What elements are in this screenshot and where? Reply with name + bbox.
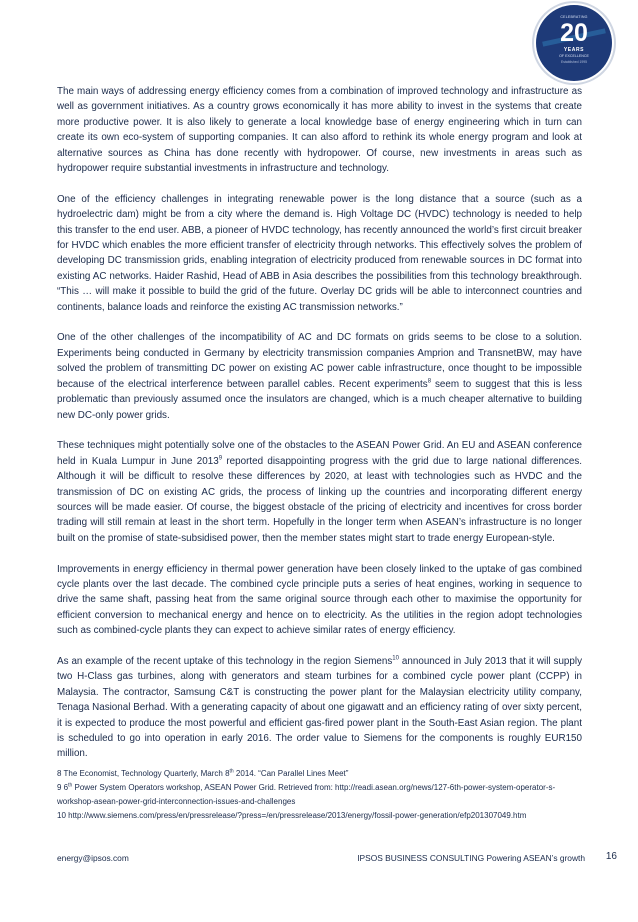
footnote-ref-10[interactable]: 10 <box>392 655 399 662</box>
footer-brand: IPSOS BUSINESS CONSULTING Powering ASEAN’s growth <box>357 853 585 863</box>
footnote-9[interactable]: 9 6th Power System Operators workshop, ASEAN Power Grid. Retrieved from: http://readi.asean.org/news/127-6th-power-system-operator-s-workshop-asean-power-grid-interconnection-issues-and-challenges <box>57 782 556 806</box>
footnotes <box>57 767 582 823</box>
badge-ring-text: CELEBRATING <box>560 15 588 19</box>
footnote-8: 8 The Economist, Technology Quarterly, March 8th 2014. “Can Parallel Lines Meet” <box>57 768 349 778</box>
body-text <box>57 84 582 777</box>
badge-established: Established 1995 <box>560 60 587 64</box>
footnote-ref-9[interactable]: 9 <box>218 455 223 462</box>
footnote-ref-8[interactable]: 8 <box>427 378 432 385</box>
paragraph-6: As an example of the recent uptake of this technology in the region Siemens$^{10}$ announced in July 2013 that it will supply two H-Class gas turbines, along with generators and steam turbines for a combined cycle power plant (CCPP) in Malaysia. The contractor, Samsung C&T is constructing the power plant for the Malaysian electricity utility company, Tenaga Nasional Berhad. With a generating capacity of about one gigawatt and an efficiency rating of over sixty percent, it is expected to produce the most powerful and efficient gas-fired power plant in the South-East Asian region. The plant is scheduled to go into operation in early 2016. The order value to Siemens for the components is roughly EUR150 million. <box>57 655 582 760</box>
paragraph-1: The main ways of addressing energy efficiency comes from a combination of improved technology and infrastructure as well as government initiatives. As a country grows economically it has more ability to invest in the systems that create more productive power. It is also likely to generate a local knowledge base of energy engineering which in turn can create its own eco-system of supporting companies. It can also afford to rethink its whole energy program and look at alternative sources as China has done recently with hydropower. Of course, new investments in areas such as hydropower require substantial investments in infrastructure and technology. <box>57 86 582 175</box>
paragraph-3: One of the other challenges of the incompatibility of AC and DC formats on grids seems to be close to a solution. Experiments being conducted in Germany by electricity transmission companies Amprion and TransnetBW, may have solved the problem of transmitting DC power on existing AC power cable infrastructure, once thought to be impossible because of the electrical interference between parallel cables. Recent experiments$^8$ seem to suggest that this is less problematic than previously assumed once the insulators are changed, which is a much cheaper alternative to building new DC-only power grids. <box>57 332 582 421</box>
page-number: 16 <box>605 851 617 862</box>
page-footer <box>57 853 617 867</box>
badge-number: 20 <box>560 19 588 47</box>
footnote-10[interactable]: 10 http://www.siemens.com/press/en/pressrelease/?press=/en/pressrelease/2013/energy/fossil-power-generation/efp201307049.htm <box>57 811 527 820</box>
anniversary-badge-logo <box>536 5 612 81</box>
paragraph-5: Improvements in energy efficiency in thermal power generation have been closely linked to the uptake of gas combined cycle plants over the last decade. The combined cycle principle puts a series of heat engines, working in sequence to drive the same shaft, passing heat from the same original source through each other to maximise the opportunity for efficient conversion to mechanical energy and hence on to electricity. As the utilities in the region adopt technologies such as combined-cycle plants they can expect to achieve similar rates of energy efficiency. <box>57 563 582 637</box>
paragraph-2: One of the efficiency challenges in integrating renewable power is the long distance that a source (such as a hydroelectric dam) might be from a city where the demand is. High Voltage DC (HVDC) technology is needed to help this transfer to the end user. ABB, a pioneer of HVDC technology, has recently announced the world’s first circuit breaker for HVDC which enables the more efficient transfer of electricity through networks. This effectively solves the problem of developing DC transmission grids, enabling integration of electricity produced from renewable sources in DC format into existing AC networks. Haider Rashid, Head of ABB in Asia describes the possibilities from this technology breakthrough. “This … will make it possible to build the grid of the future. Overlay DC grids will be able to interconnect countries and continents, balance loads and reinforce the existing AC transmission networks.” <box>57 193 582 313</box>
paragraph-4: These techniques might potentially solve one of the obstacles to the ASEAN Power Grid. An EU and ASEAN conference held in Kuala Lumpur in June 2013$^9$ reported disappointing progress with the grid due to large national differences. Although it will be difficult to resolve these differences by 2020, at least with technologies such as HVDC and the transmission of DC on existing AC grids, the process of linking up the countries and incorporating different energy sources will be made easier. Of course, the biggest obstacle of the pricing of electricity and incentives for cross border trading will still remain at least in the short term. Hopefully in the longer term when ASEAN’s infrastructure is no longer built on the promise of state-subsidised power, then the member states might start to trade energy European-style. <box>57 440 582 544</box>
footer-email[interactable]: energy@ipsos.com <box>57 853 129 863</box>
badge-subtitle: OF EXCELLENCE <box>559 54 589 58</box>
badge-years: YEARS <box>563 47 585 53</box>
